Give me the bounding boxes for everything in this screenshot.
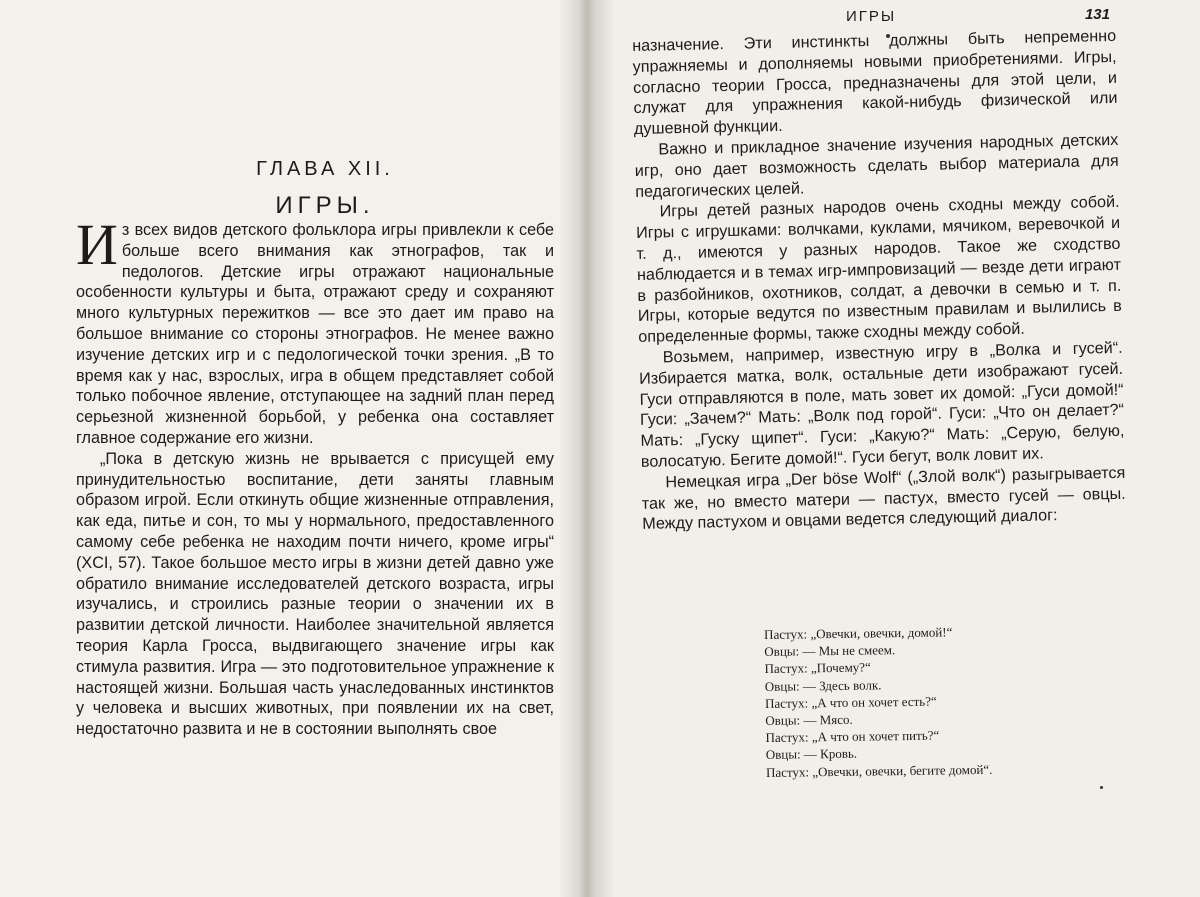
dialog-line: Пастух: „А что он хочет пить?“	[765, 727, 940, 746]
dialog-line: Пастух: „Почему?“	[764, 659, 871, 677]
dialog-line: Овцы: — Мясо.	[765, 711, 853, 729]
paragraph: „Пока в детскую жизнь не врывается с присущей ему принудительностью воспитание, дети заняты главным образом игрой. Если откинуть общие жизненные отправления, как еда, питье и сон, то мы у нормального, предоставленного самому себе ребенка не находим почти ничего, кроме игры“ (XCI, 57). Такое большое место игры в жизни детей давно уже обратило внимание исследователей детского возраста, игры изучались, и строились разные теории о значении их в развитии детской личности. Наиболее значительной является теория Карла Гросса, выдвигающего значение игры как стимула развития. Игра — это подготовительное упражнение к настоящей жизни. Большая часть унаследованных инстинктов у человека и высших животных, при появлении их на свет, недостаточно развита и не в состоянии выполнять свое	[76, 449, 554, 739]
book-gutter	[560, 0, 614, 897]
chapter-title: ИГРЫ.	[275, 192, 375, 219]
running-title: ИГРЫ	[846, 8, 897, 25]
paragraph-text: з всех видов детского фольклора игры привлекли к себе больше всего внимания как этнографов, так и педологов. Детские игры отражают национальные особенности культуры и быта, отражают среду и сохраняют много культурных пережитков — все это дает им право на большое внимание со стороны этнографов. Не менее важно изучение детских игр и с педологической точки зрения. „В то время как у нас, взрослых, игра в общем представляет собой только побочное явление, отступающее на задний план перед серьезной жизненной борьбой, у ребенка она составляет главное содержание его жизни.	[76, 221, 554, 447]
page-number: 131	[1084, 6, 1110, 23]
print-speck	[1100, 786, 1103, 789]
dialog-line: Пастух: „Овечки, овечки, бегите домой“.	[765, 761, 993, 780]
chapter-number: ГЛАВА XII.	[256, 158, 394, 180]
drop-cap: И	[76, 212, 118, 277]
paragraph: Важно и прикладное значение изучения народных детских игр, оно дает возможность сделать выбор материала для педагогических целей.	[634, 130, 1119, 201]
paragraph: Игры детей разных народов очень сходны между собой. Игры с игрушками: волчками, куклами, мячиком, веревочкой и т. д., имеются у разных народов. Такое же сходство наблюдается и в темах игр-импровизаций — везде дети играют в разбойников, охотников, солдат, а девочки в семью и т. п. Игры, которые ведутся по известным правилам и вылились в определенные формы, также сходны между собой.	[635, 193, 1122, 347]
dialog-line: Овцы: — Здесь волк.	[764, 676, 882, 694]
left-page-text	[76, 212, 554, 740]
dialog-line: Пастух: „Овечки, овечки, домой!“	[764, 624, 953, 642]
dialog-line: Овцы: — Мы не смеем.	[764, 642, 896, 660]
paragraph: назначение. Эти инстинкты должны быть непременно упражняемы и дополняемы новыми приобретениями. Игры, согласно теории Гросса, предназначены для этой цели, и служат для упражнения какой-нибудь физической или душевной функции.	[632, 26, 1118, 139]
right-page-text	[632, 26, 1126, 535]
paragraph: Возьмем, например, известную игру в „Волка и гусей“. Избирается матка, волк, остальные дети изображают гусей. Гуси отправляются в поле, мать зовет их домой: „Гуси домой!“ Гуси: „Зачем?“ Мать: „Волк под горой“. Гуси: „Что он делает?“ Мать: „Гуску щипет“. Гуси: „Какую?“ Мать: „Серую, белую, волосатую. Бегите домой!“. Гуси бегут, волк ловит их.	[638, 338, 1125, 471]
dialog-line: Пастух: „А что он хочет есть?“	[764, 693, 937, 711]
paragraph	[76, 212, 554, 449]
paragraph: Немецкая игра „Der böse Wolf“ („Злой волк“) разыгрывается так же, но вместо матери — пастух, вместо гусей — овцы. Между пастухом и овцами ведется следующий диалог:	[641, 463, 1126, 534]
dialog-line: Овцы: — Кровь.	[765, 746, 858, 763]
dialog-block	[764, 622, 1086, 781]
